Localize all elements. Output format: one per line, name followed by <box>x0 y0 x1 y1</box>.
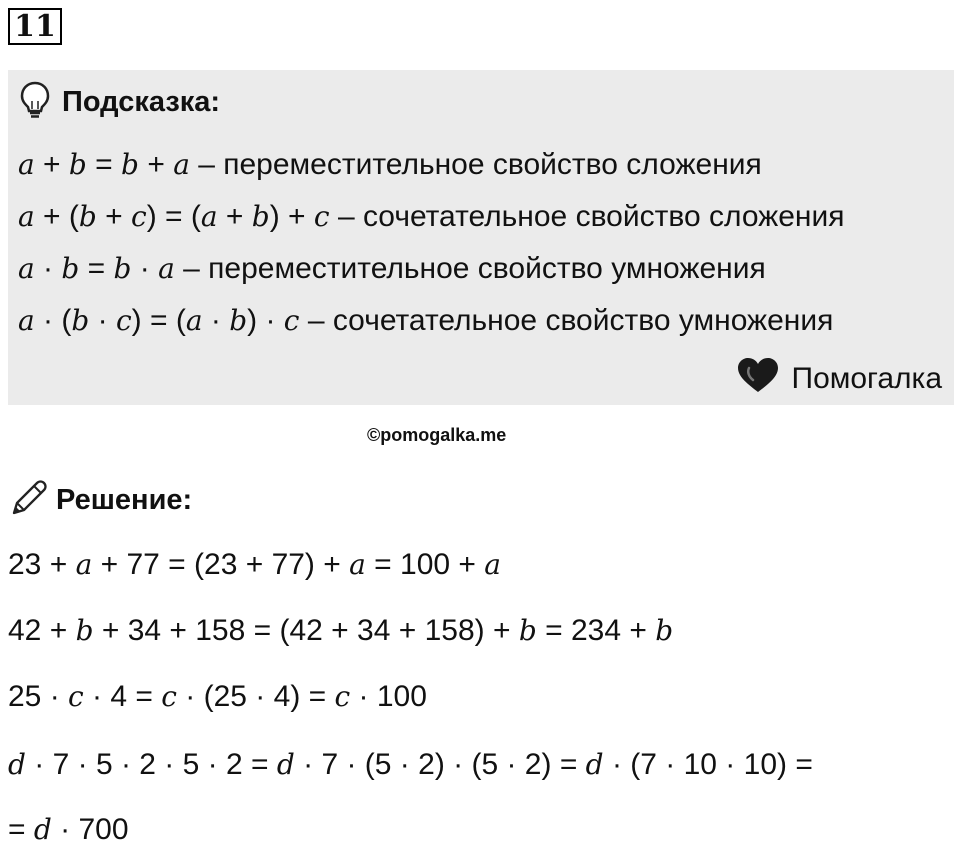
hint-box <box>8 70 954 405</box>
math-variable: b <box>655 614 674 647</box>
math-variable: a <box>173 148 190 181</box>
math-text: · <box>202 304 230 337</box>
math-text: · <box>131 252 159 285</box>
brand-name: Помогалка <box>791 362 942 395</box>
math-text: 25 · <box>8 680 69 713</box>
math-text: ) + <box>269 200 314 233</box>
math-variable: d <box>276 748 295 781</box>
math-text: = <box>86 148 122 181</box>
math-variable: c <box>131 200 147 233</box>
math-text: – переместительное свойство сложения <box>189 148 762 181</box>
pencil-icon <box>10 479 48 522</box>
math-text: 23 + <box>8 548 76 581</box>
math-text: = 234 + <box>536 614 656 647</box>
math-variable: d <box>8 748 26 781</box>
math-text: = 100 + <box>365 548 485 581</box>
solution-line <box>8 813 129 847</box>
math-text: · 7 · (5 · 2) · (5 · 2) = <box>294 748 586 781</box>
math-variable: b <box>75 614 94 647</box>
solution-title: Решение: <box>56 483 193 516</box>
math-variable: b <box>121 148 139 181</box>
math-text: + 34 + 158 = (42 + 34 + 158) + <box>93 614 519 647</box>
math-text: ) · <box>247 304 284 337</box>
math-variable: d <box>585 748 604 781</box>
math-variable: d <box>33 813 52 846</box>
hint-rule <box>18 200 845 234</box>
math-text: ) = ( <box>131 304 186 337</box>
math-variable: c <box>161 680 177 713</box>
math-text: ) = ( <box>146 200 201 233</box>
math-variable: b <box>61 252 80 285</box>
math-variable: b <box>229 304 248 337</box>
math-variable: b <box>251 200 270 233</box>
math-text: · 7 · 5 · 2 · 5 · 2 = <box>25 748 277 781</box>
math-variable: b <box>113 252 132 285</box>
hint-rule <box>18 304 833 338</box>
math-text: = <box>79 252 114 285</box>
math-text: · ( <box>34 304 72 337</box>
math-text: · 700 <box>51 813 129 846</box>
math-variable: a <box>185 304 203 337</box>
math-variable: a <box>18 200 35 233</box>
solution-header <box>10 480 192 520</box>
math-variable: a <box>158 252 175 285</box>
math-variable: a <box>75 548 93 581</box>
math-text: – сочетательное свойство умножения <box>299 304 834 337</box>
math-variable: b <box>68 148 87 181</box>
brand <box>736 356 943 402</box>
math-variable: a <box>18 304 35 337</box>
math-text: + <box>34 148 69 181</box>
math-text: · 100 <box>350 680 427 713</box>
math-text: · (25 · 4) = <box>176 680 335 713</box>
math-text: + 77 = (23 + 77) + <box>92 548 350 581</box>
math-variable: a <box>200 200 218 233</box>
math-variable: b <box>71 304 90 337</box>
hint-rule <box>18 252 766 286</box>
math-text: – сочетательное свойство сложения <box>329 200 845 233</box>
math-text: + <box>138 148 174 181</box>
math-text: 42 + <box>8 614 76 647</box>
hint-rule <box>18 148 762 182</box>
math-text: + <box>217 200 252 233</box>
math-text: + <box>96 200 132 233</box>
math-text: · 4 = <box>83 680 162 713</box>
math-variable: c <box>334 680 351 713</box>
math-text: · (7 · 10 · 10) = <box>603 748 813 781</box>
math-variable: c <box>68 680 84 713</box>
math-variable: b <box>518 614 537 647</box>
math-variable: c <box>115 304 132 337</box>
math-variable: a <box>18 148 35 181</box>
math-text: – переместительное свойство умножения <box>174 252 766 285</box>
math-text: · <box>89 304 116 337</box>
solution-line <box>8 748 813 782</box>
hint-header <box>20 82 220 122</box>
math-variable: b <box>78 200 97 233</box>
solution-line <box>8 680 427 714</box>
heart-icon <box>736 356 780 402</box>
solution-line <box>8 548 501 582</box>
math-variable: c <box>313 200 330 233</box>
math-variable: a <box>484 548 501 581</box>
math-variable: a <box>349 548 366 581</box>
task-number: 11 <box>8 8 62 45</box>
math-variable: a <box>18 252 35 285</box>
lightbulb-icon <box>20 81 50 124</box>
solution-line <box>8 614 673 648</box>
copyright: ©pomogalka.me <box>367 425 507 445</box>
hint-title: Подсказка: <box>62 85 221 118</box>
math-variable: c <box>283 304 300 337</box>
math-text: = <box>8 813 34 846</box>
math-text: · <box>34 252 62 285</box>
math-text: + ( <box>34 200 79 233</box>
